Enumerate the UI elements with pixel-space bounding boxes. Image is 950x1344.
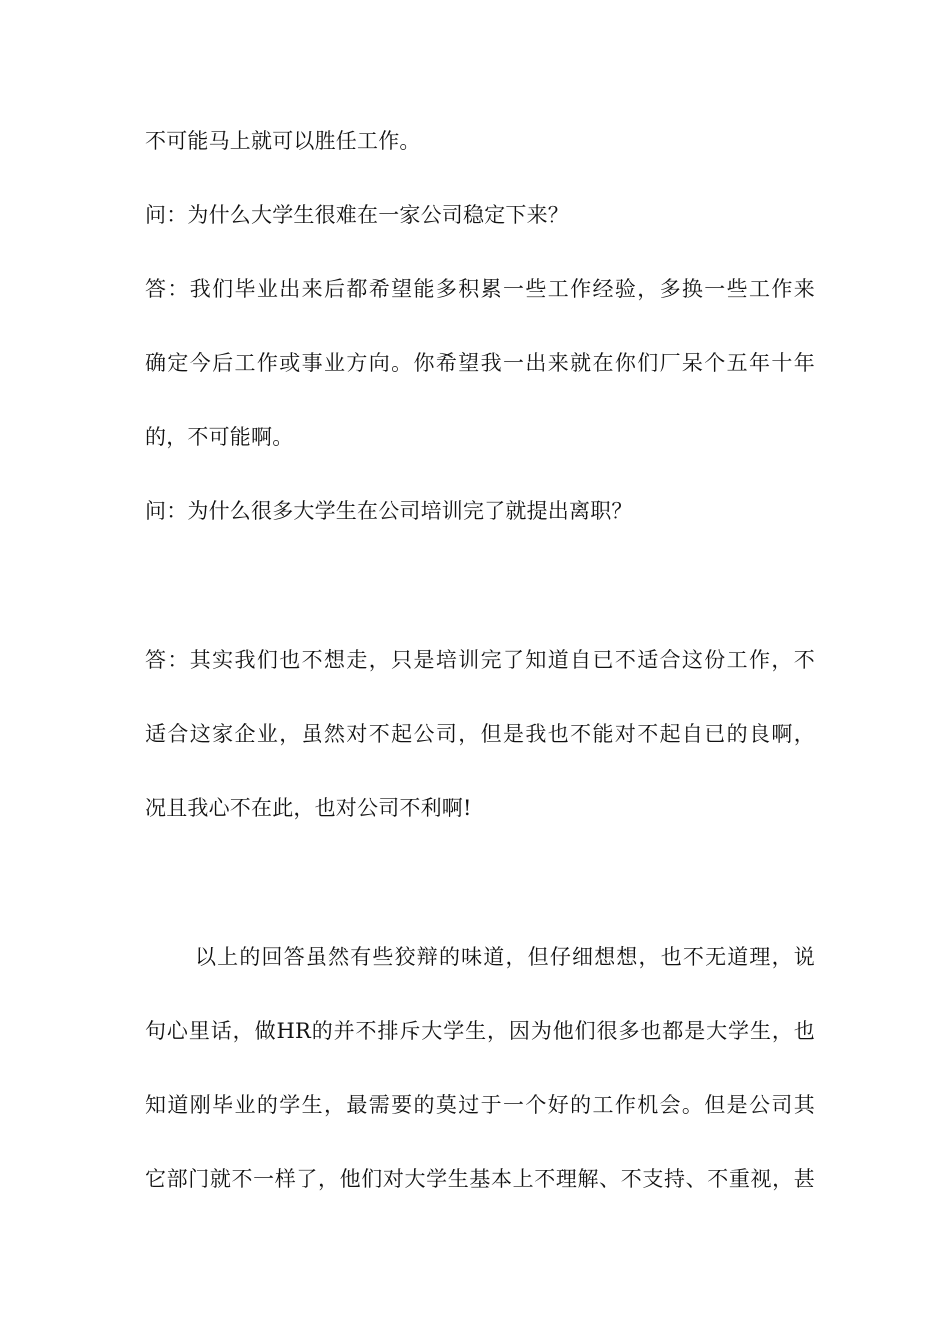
answer-line: 答：其实我们也不想走，只是培训完了知道自已不适合这份工作，不 bbox=[145, 648, 815, 672]
paragraph-first-line: 以上的回答虽然有些狡辩的味道，但仔细想想，也不无道理，说 bbox=[195, 945, 815, 969]
question-line: 问：为什么很多大学生在公司培训完了就提出离职？ bbox=[145, 499, 633, 523]
text-line: 句心里话，做HR的并不排斥大学生，因为他们很多也都是大学生，也 bbox=[145, 1019, 815, 1043]
text-line: 适合这家企业，虽然对不起公司，但是我也不能对不起自已的良啊， bbox=[145, 722, 815, 746]
text-line: 的，不可能啊。 bbox=[145, 425, 294, 449]
text-line: 不可能马上就可以胜任工作。 bbox=[145, 129, 421, 153]
answer-line: 答：我们毕业出来后都希望能多积累一些工作经验，多换一些工作来 bbox=[145, 277, 815, 301]
text-line: 确定今后工作或事业方向。你希望我一出来就在你们厂呆个五年十年 bbox=[145, 351, 815, 375]
question-line: 问：为什么大学生很难在一家公司稳定下来？ bbox=[145, 203, 569, 227]
text-line: 它部门就不一样了，他们对大学生基本上不理解、不支持、不重视，甚 bbox=[145, 1167, 815, 1191]
text-line: 知道刚毕业的学生，最需要的莫过于一个好的工作机会。但是公司其 bbox=[145, 1093, 815, 1117]
text-line: 况且我心不在此，也对公司不利啊! bbox=[145, 796, 472, 820]
